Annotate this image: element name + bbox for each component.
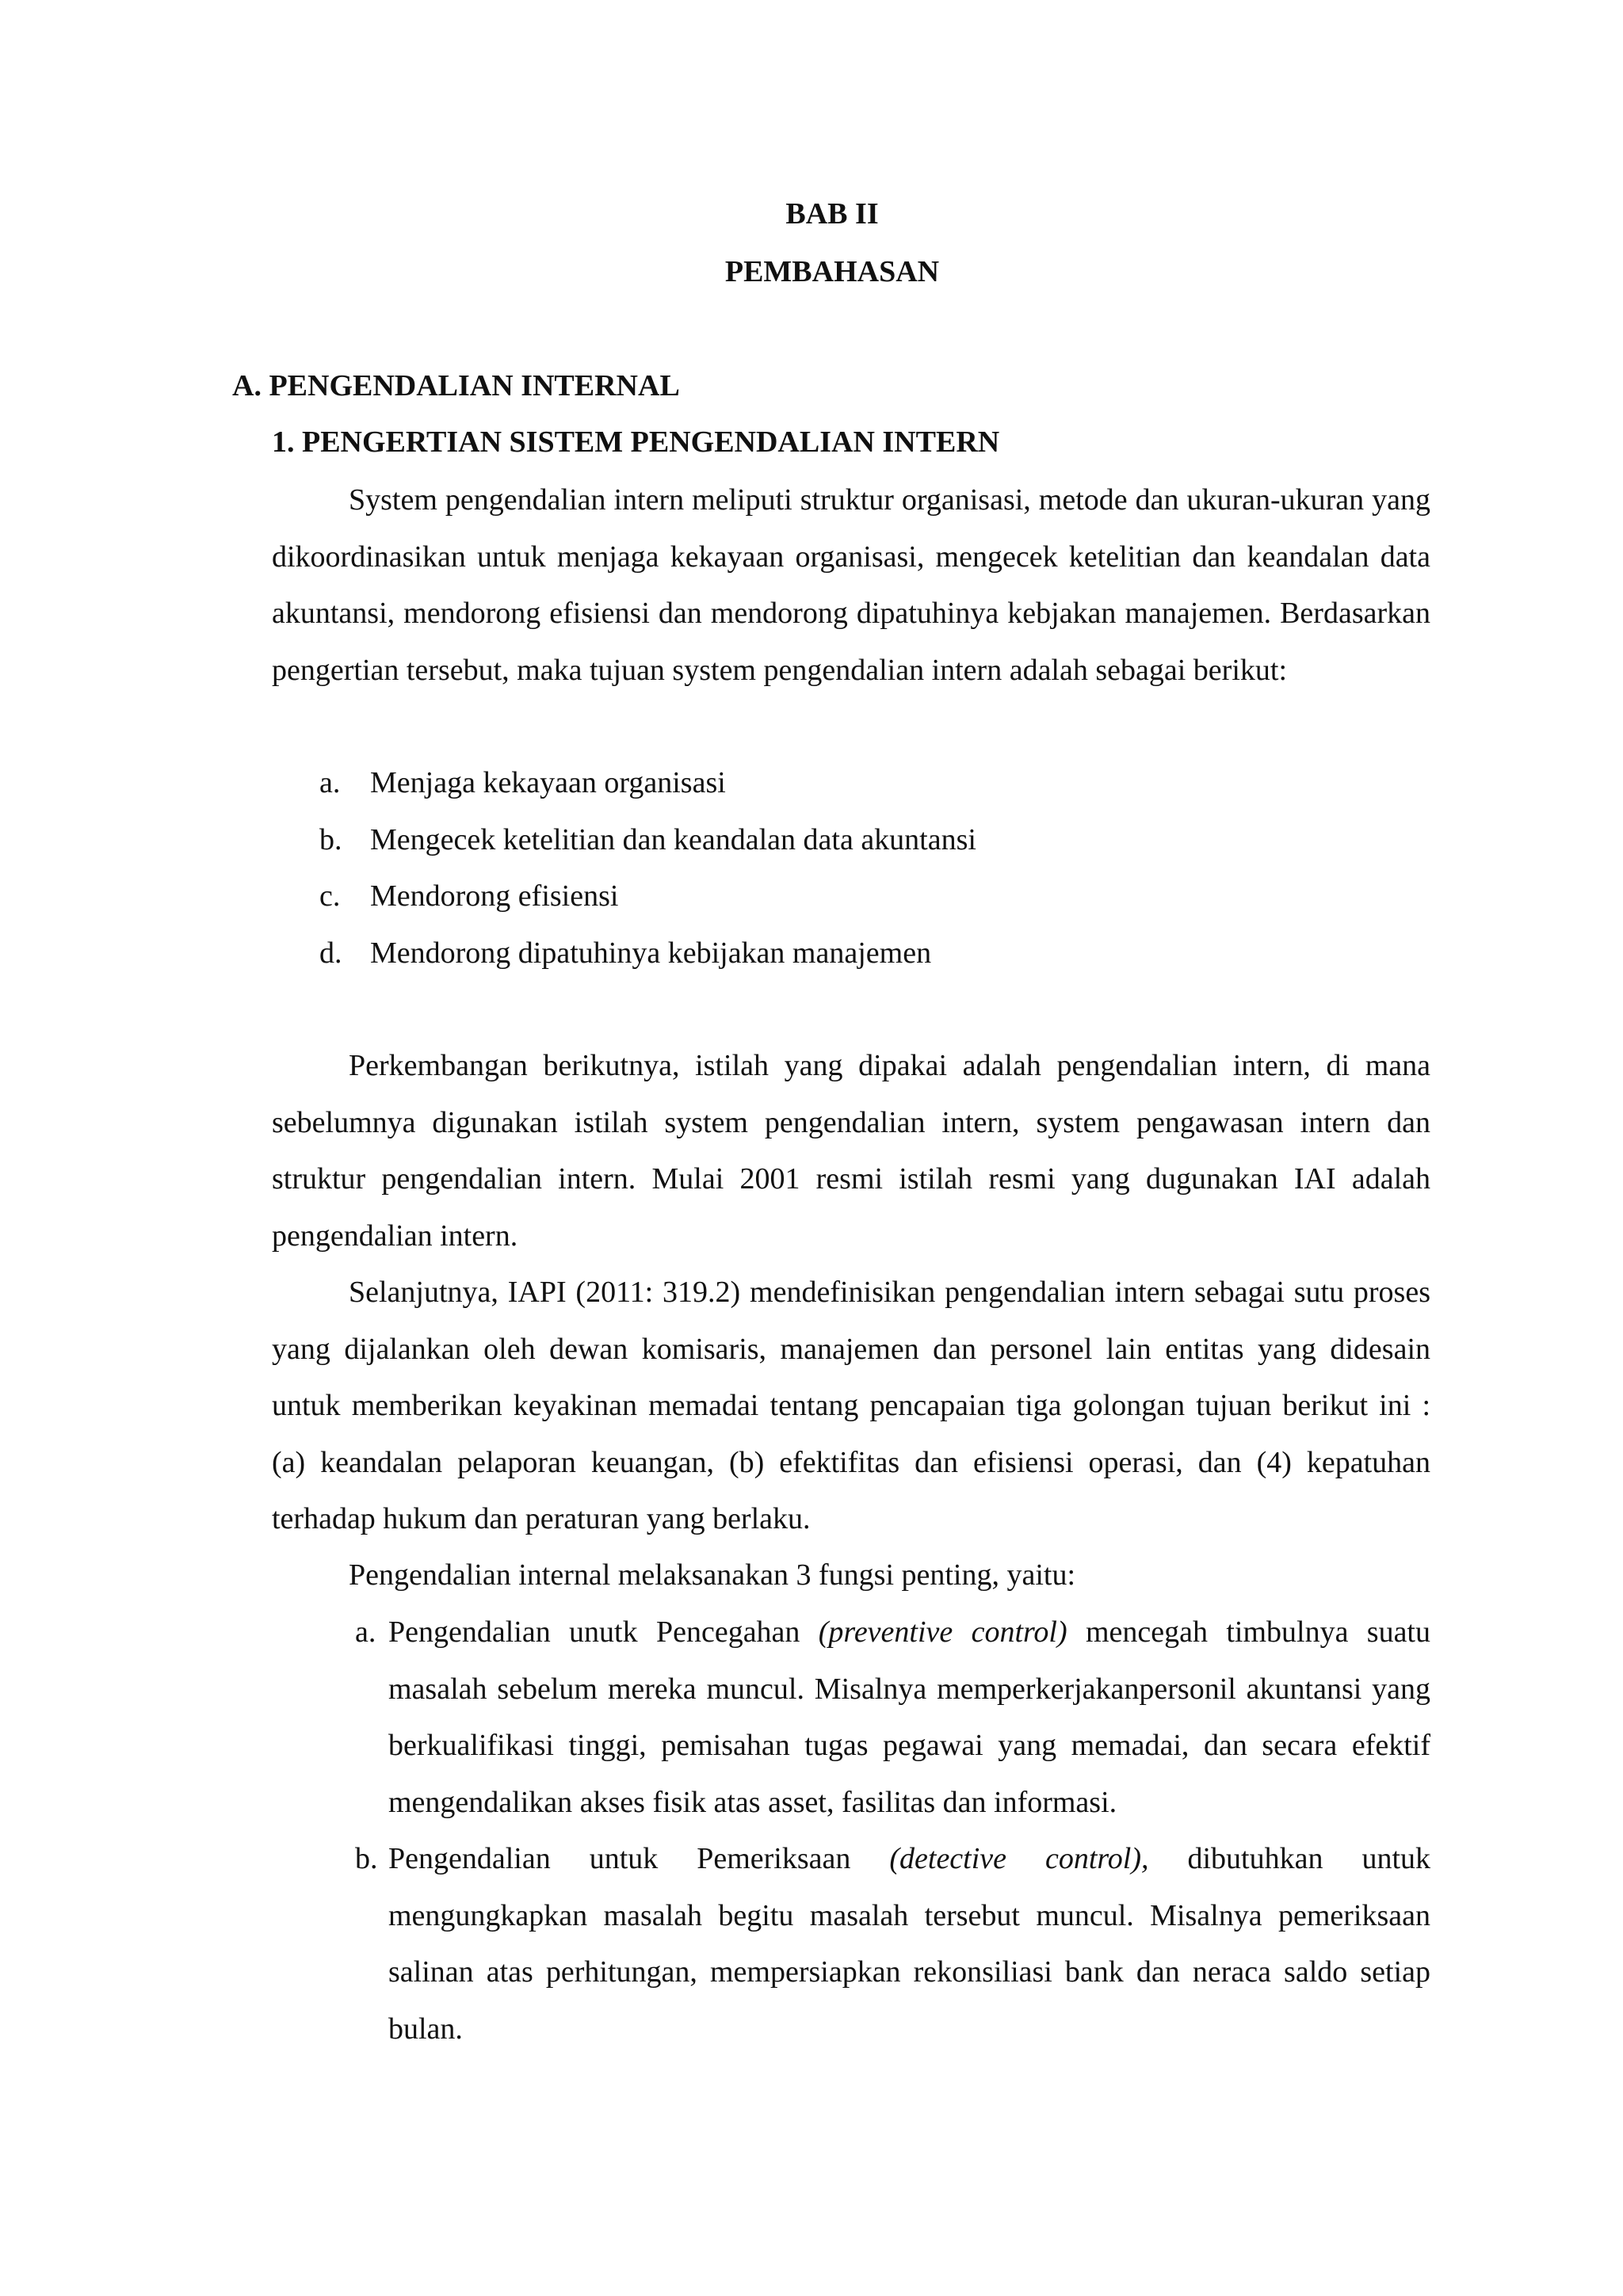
list-item — [355, 1604, 1430, 1831]
subsection-heading-1: 1. PENGERTIAN SISTEM PENGENDALIAN INTERN — [272, 425, 1000, 459]
list-marker: b. — [319, 822, 342, 856]
paragraph-definition: System pengendalian intern meliputi struktur organisasi, metode dan ukuran-ukuran yang dikoordinasikan untuk menjaga kekayaan organisasi, mengecek ketelitian dan keandalan data akuntansi, mendorong efisiensi dan mendorong dipatuhinya kebjakan manajemen. Berdasarkan pengertian tersebut, maka tujuan system pengendalian intern adalah sebagai berikut: — [272, 483, 1430, 687]
functions-list — [355, 1604, 1430, 2058]
list-marker: a. — [355, 1615, 376, 1649]
list-item — [355, 1831, 1430, 2058]
list-item-text: Mendorong efisiensi — [370, 879, 619, 913]
term-preventive-control: (preventive control) — [818, 1615, 1067, 1649]
section-heading-a: A. PENGENDALIAN INTERNAL — [232, 369, 680, 402]
term-detective-control: (detective control), — [889, 1842, 1149, 1875]
list-item-text: Pengendalian unutk Pencegahan (preventive control) mencegah timbulnya suatu masalah sebelum mereka muncul. Misalnya memperkerjakanpersonil akuntansi yang berkualifikasi tinggi, pemisahan tugas pegawai yang memadai, dan secara efektif mengendalikan akses fisik atas asset, fasilitas dan informasi. — [388, 1615, 1430, 1819]
list-item — [319, 925, 1430, 982]
list-item — [319, 755, 1430, 812]
list-marker: a. — [319, 766, 341, 799]
list-item-text: Mendorong dipatuhinya kebijakan manajemen — [370, 936, 932, 970]
paragraph-iapi-definition: Selanjutnya, IAPI (2011: 319.2) mendefinisikan pengendalian intern sebagai sutu proses yang dijalankan oleh dewan komisaris, manajemen dan personel lain entitas yang didesain untuk memberikan keyakinan memadai tentang pencapaian tiga golongan tujuan berikut ini : (a) keandalan pelaporan keuangan, (b) efektifitas dan efisiensi operasi, dan (4) kepatuhan terhadap hukum dan peraturan yang berlaku. — [272, 1276, 1430, 1535]
list-marker: b. — [355, 1842, 378, 1875]
chapter-number: BAB II — [785, 197, 879, 231]
goals-list — [319, 755, 1430, 982]
list-marker: d. — [319, 936, 342, 970]
list-marker: c. — [319, 879, 341, 913]
list-item — [319, 868, 1430, 925]
list-item-text: Menjaga kekayaan organisasi — [370, 766, 726, 799]
chapter-title: PEMBAHASAN — [724, 255, 940, 288]
list-item-text: Mengecek ketelitian dan keandalan data akuntansi — [370, 822, 976, 856]
paragraph-development: Perkembangan berikutnya, istilah yang dipakai adalah pengendalian intern, di mana sebelumnya digunakan istilah system pengendalian intern, system pengawasan intern dan struktur pengendalian intern. Mulai 2001 resmi istilah resmi yang dugunakan IAI adalah pengendalian intern. — [272, 1049, 1430, 1253]
list-item — [319, 812, 1430, 869]
paragraph-functions-intro: Pengendalian internal melaksanakan 3 fungsi penting, yaitu: — [349, 1558, 1076, 1592]
list-item-text: Pengendalian untuk Pemeriksaan (detective control), dibutuhkan untuk mengungkapkan masalah begitu masalah tersebut muncul. Misalnya pemeriksaan salinan atas perhitungan, mempersiapkan rekonsiliasi bank dan neraca saldo setiap bulan. — [388, 1842, 1431, 2046]
